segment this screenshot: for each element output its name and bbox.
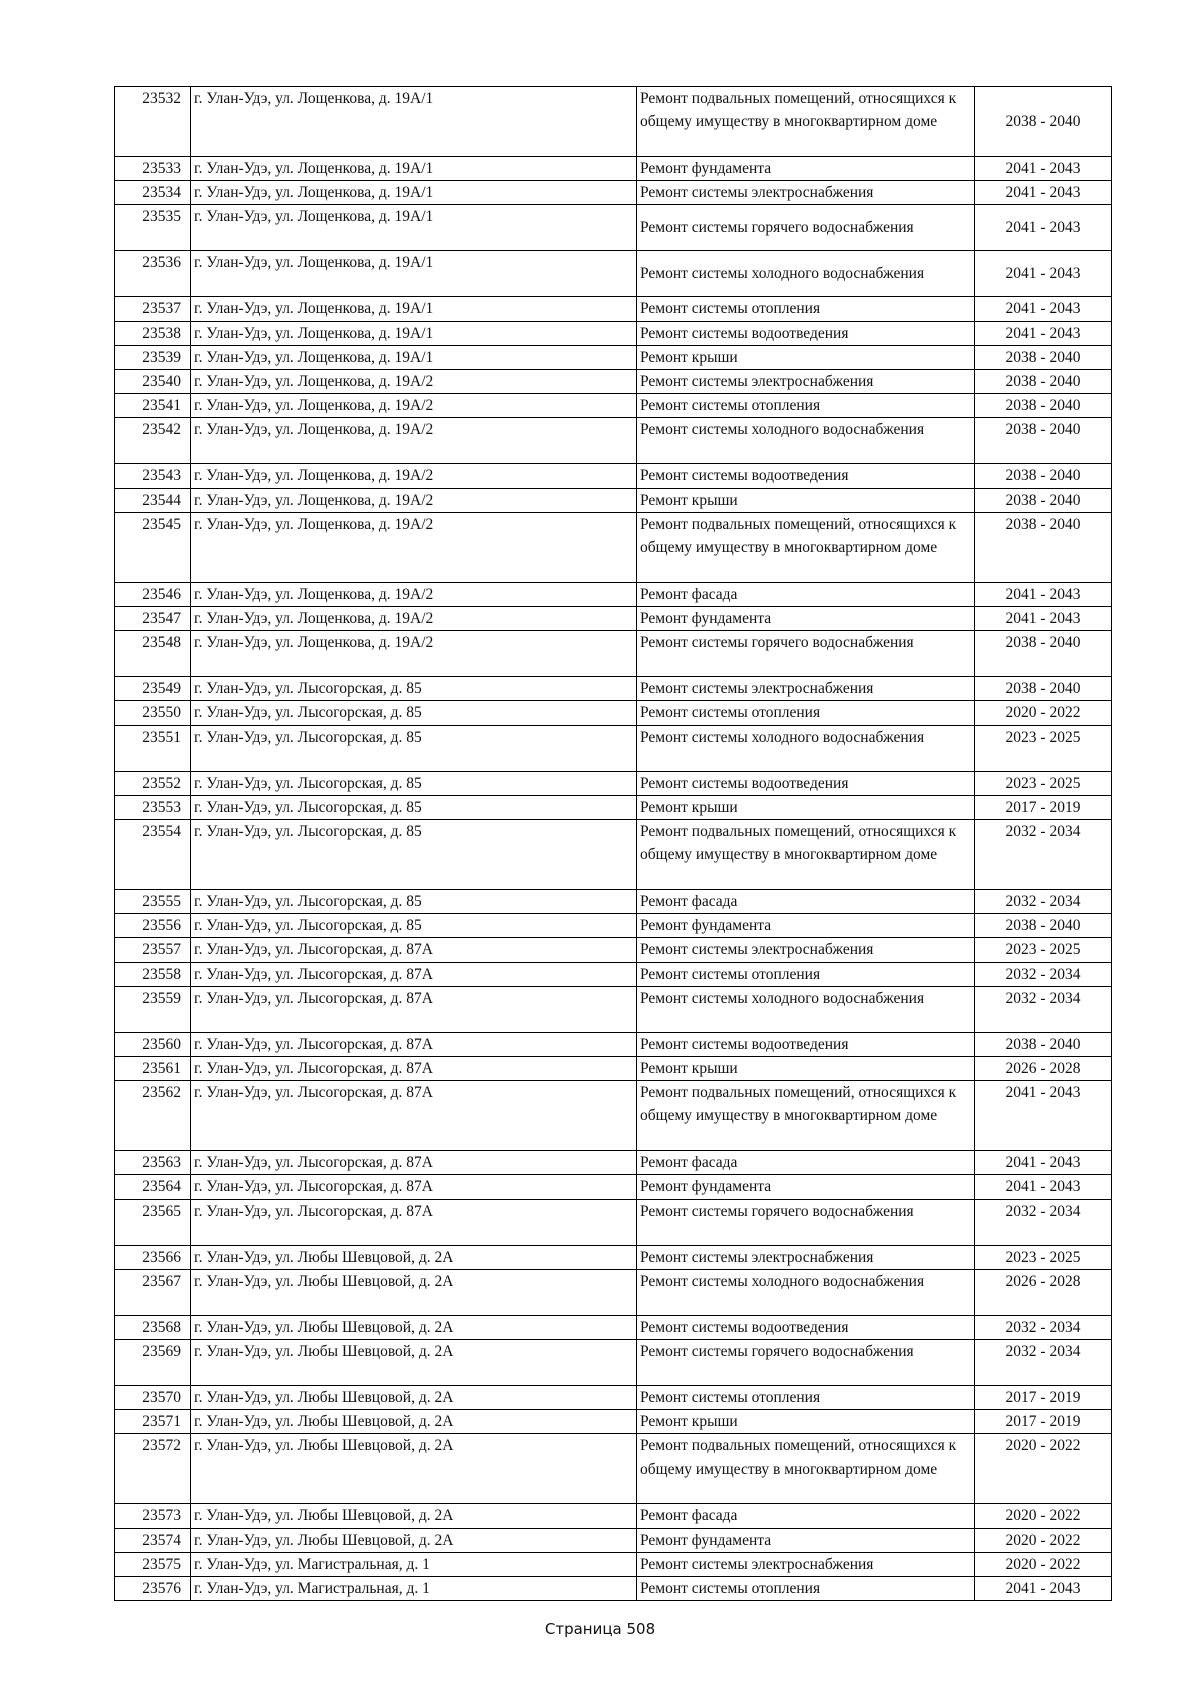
- work-type-cell: Ремонт системы электроснабжения: [637, 1245, 975, 1269]
- work-type-cell: Ремонт фасада: [637, 890, 975, 914]
- period-cell: 2032 - 2034: [975, 890, 1112, 914]
- row-number: 23570: [115, 1386, 191, 1410]
- row-number: 23558: [115, 962, 191, 986]
- address-cell: г. Улан-Удэ, ул. Лысогорская, д. 85: [191, 677, 637, 701]
- table-row: [115, 607, 1112, 631]
- row-number: 23550: [115, 701, 191, 725]
- work-type-cell: Ремонт системы водоотведения: [637, 464, 975, 488]
- row-number: 23559: [115, 986, 191, 1032]
- row-number: 23565: [115, 1199, 191, 1245]
- work-type-cell: Ремонт системы водоотведения: [637, 1032, 975, 1056]
- address-cell: г. Улан-Удэ, ул. Лощенкова, д. 19А/1: [191, 87, 637, 157]
- work-type-cell: Ремонт системы холодного водоснабжения: [637, 1269, 975, 1315]
- row-number: 23555: [115, 890, 191, 914]
- row-number: 23532: [115, 87, 191, 157]
- period-cell: 2032 - 2034: [975, 1199, 1112, 1245]
- row-number: 23569: [115, 1340, 191, 1386]
- address-cell: г. Улан-Удэ, ул. Лысогорская, д. 87А: [191, 1057, 637, 1081]
- period-cell: 2023 - 2025: [975, 938, 1112, 962]
- row-number: 23551: [115, 725, 191, 771]
- address-cell: г. Улан-Удэ, ул. Магистральная, д. 1: [191, 1552, 637, 1576]
- row-number: 23533: [115, 157, 191, 181]
- row-number: 23572: [115, 1434, 191, 1504]
- row-number: 23576: [115, 1577, 191, 1601]
- period-cell: 2023 - 2025: [975, 1245, 1112, 1269]
- table-row: [115, 1032, 1112, 1056]
- row-number: 23542: [115, 418, 191, 464]
- row-number: 23546: [115, 582, 191, 606]
- period-cell: 2032 - 2034: [975, 1340, 1112, 1386]
- work-type-cell: Ремонт подвальных помещений, относящихся к общему имуществу в многоквартирном доме: [637, 820, 975, 890]
- row-number: 23544: [115, 488, 191, 512]
- row-number: 23552: [115, 771, 191, 795]
- address-cell: г. Улан-Удэ, ул. Лощенкова, д. 19А/1: [191, 251, 637, 297]
- period-cell: 2020 - 2022: [975, 1528, 1112, 1552]
- table-row: [115, 820, 1112, 890]
- table-row: [115, 1151, 1112, 1175]
- table-row: [115, 1340, 1112, 1386]
- address-cell: г. Улан-Удэ, ул. Любы Шевцовой, д. 2А: [191, 1269, 637, 1315]
- period-cell: 2032 - 2034: [975, 986, 1112, 1032]
- address-cell: г. Улан-Удэ, ул. Лощенкова, д. 19А/1: [191, 321, 637, 345]
- address-cell: г. Улан-Удэ, ул. Лощенкова, д. 19А/1: [191, 205, 637, 251]
- table-row: [115, 297, 1112, 321]
- capital-repair-table: [114, 86, 1112, 1601]
- table-row: [115, 938, 1112, 962]
- work-type-cell: Ремонт системы отопления: [637, 297, 975, 321]
- address-cell: г. Улан-Удэ, ул. Лощенкова, д. 19А/2: [191, 464, 637, 488]
- table-row: [115, 771, 1112, 795]
- work-type-cell: Ремонт системы отопления: [637, 962, 975, 986]
- period-cell: 2038 - 2040: [975, 370, 1112, 394]
- row-number: 23545: [115, 512, 191, 582]
- work-type-cell: Ремонт системы водоотведения: [637, 771, 975, 795]
- work-type-cell: Ремонт подвальных помещений, относящихся к общему имуществу в многоквартирном доме: [637, 87, 975, 157]
- table-row: [115, 1577, 1112, 1601]
- address-cell: г. Улан-Удэ, ул. Любы Шевцовой, д. 2А: [191, 1504, 637, 1528]
- table-row: [115, 488, 1112, 512]
- address-cell: г. Улан-Удэ, ул. Лощенкова, д. 19А/1: [191, 297, 637, 321]
- address-cell: г. Улан-Удэ, ул. Любы Шевцовой, д. 2А: [191, 1434, 637, 1504]
- table-row: [115, 725, 1112, 771]
- work-type-cell: Ремонт системы электроснабжения: [637, 181, 975, 205]
- table-row: [115, 394, 1112, 418]
- address-cell: г. Улан-Удэ, ул. Лысогорская, д. 87А: [191, 1175, 637, 1199]
- address-cell: г. Улан-Удэ, ул. Любы Шевцовой, д. 2А: [191, 1528, 637, 1552]
- address-cell: г. Улан-Удэ, ул. Лысогорская, д. 85: [191, 820, 637, 890]
- period-cell: 2023 - 2025: [975, 725, 1112, 771]
- address-cell: г. Улан-Удэ, ул. Лощенкова, д. 19А/2: [191, 394, 637, 418]
- row-number: 23549: [115, 677, 191, 701]
- address-cell: г. Улан-Удэ, ул. Лысогорская, д. 85: [191, 771, 637, 795]
- address-cell: г. Улан-Удэ, ул. Любы Шевцовой, д. 2А: [191, 1315, 637, 1339]
- period-cell: 2041 - 2043: [975, 582, 1112, 606]
- period-cell: 2038 - 2040: [975, 345, 1112, 369]
- table-row: [115, 370, 1112, 394]
- work-type-cell: Ремонт системы холодного водоснабжения: [637, 251, 975, 297]
- table-row: [115, 1199, 1112, 1245]
- period-cell: 2020 - 2022: [975, 701, 1112, 725]
- period-cell: 2038 - 2040: [975, 464, 1112, 488]
- address-cell: г. Улан-Удэ, ул. Лысогорская, д. 85: [191, 701, 637, 725]
- work-type-cell: Ремонт крыши: [637, 1057, 975, 1081]
- period-cell: 2041 - 2043: [975, 1175, 1112, 1199]
- period-cell: 2017 - 2019: [975, 1410, 1112, 1434]
- table-row: [115, 1175, 1112, 1199]
- table-row: [115, 1552, 1112, 1576]
- work-type-cell: Ремонт крыши: [637, 1410, 975, 1434]
- table-row: [115, 1245, 1112, 1269]
- work-type-cell: Ремонт системы отопления: [637, 701, 975, 725]
- row-number: 23566: [115, 1245, 191, 1269]
- table-row: [115, 1081, 1112, 1151]
- work-type-cell: Ремонт фундамента: [637, 914, 975, 938]
- work-type-cell: Ремонт подвальных помещений, относящихся к общему имуществу в многоквартирном доме: [637, 1081, 975, 1151]
- row-number: 23540: [115, 370, 191, 394]
- period-cell: 2041 - 2043: [975, 251, 1112, 297]
- work-type-cell: Ремонт крыши: [637, 345, 975, 369]
- address-cell: г. Улан-Удэ, ул. Лощенкова, д. 19А/2: [191, 631, 637, 677]
- row-number: 23560: [115, 1032, 191, 1056]
- address-cell: г. Улан-Удэ, ул. Лысогорская, д. 87А: [191, 938, 637, 962]
- table-row: [115, 890, 1112, 914]
- period-cell: 2020 - 2022: [975, 1434, 1112, 1504]
- address-cell: г. Улан-Удэ, ул. Лощенкова, д. 19А/1: [191, 181, 637, 205]
- table-row: [115, 345, 1112, 369]
- address-cell: г. Улан-Удэ, ул. Любы Шевцовой, д. 2А: [191, 1386, 637, 1410]
- address-cell: г. Улан-Удэ, ул. Лощенкова, д. 19А/2: [191, 512, 637, 582]
- address-cell: г. Улан-Удэ, ул. Лощенкова, д. 19А/1: [191, 157, 637, 181]
- table-row: [115, 181, 1112, 205]
- row-number: 23535: [115, 205, 191, 251]
- period-cell: 2041 - 2043: [975, 205, 1112, 251]
- period-cell: 2038 - 2040: [975, 677, 1112, 701]
- row-number: 23536: [115, 251, 191, 297]
- address-cell: г. Улан-Удэ, ул. Лысогорская, д. 87А: [191, 1032, 637, 1056]
- address-cell: г. Улан-Удэ, ул. Магистральная, д. 1: [191, 1577, 637, 1601]
- period-cell: 2041 - 2043: [975, 1577, 1112, 1601]
- row-number: 23562: [115, 1081, 191, 1151]
- work-type-cell: Ремонт системы электроснабжения: [637, 1552, 975, 1576]
- table-row: [115, 251, 1112, 297]
- address-cell: г. Улан-Удэ, ул. Лысогорская, д. 87А: [191, 1151, 637, 1175]
- period-cell: 2041 - 2043: [975, 157, 1112, 181]
- work-type-cell: Ремонт системы электроснабжения: [637, 938, 975, 962]
- work-type-cell: Ремонт фундамента: [637, 1528, 975, 1552]
- address-cell: г. Улан-Удэ, ул. Лысогорская, д. 87А: [191, 1199, 637, 1245]
- table-row: [115, 1269, 1112, 1315]
- row-number: 23563: [115, 1151, 191, 1175]
- table-row: [115, 464, 1112, 488]
- row-number: 23547: [115, 607, 191, 631]
- work-type-cell: Ремонт системы отопления: [637, 1386, 975, 1410]
- work-type-cell: Ремонт фасада: [637, 1504, 975, 1528]
- work-type-cell: Ремонт системы горячего водоснабжения: [637, 1199, 975, 1245]
- work-type-cell: Ремонт системы отопления: [637, 1577, 975, 1601]
- work-type-cell: Ремонт системы водоотведения: [637, 321, 975, 345]
- table-row: [115, 157, 1112, 181]
- work-type-cell: Ремонт системы холодного водоснабжения: [637, 418, 975, 464]
- work-type-cell: Ремонт системы холодного водоснабжения: [637, 725, 975, 771]
- work-type-cell: Ремонт системы отопления: [637, 394, 975, 418]
- table-row: [115, 418, 1112, 464]
- register-table-container: [114, 86, 1110, 1601]
- table-row: [115, 205, 1112, 251]
- row-number: 23537: [115, 297, 191, 321]
- work-type-cell: Ремонт системы горячего водоснабжения: [637, 631, 975, 677]
- table-row: [115, 87, 1112, 157]
- table-row: [115, 914, 1112, 938]
- work-type-cell: Ремонт системы водоотведения: [637, 1315, 975, 1339]
- table-row: [115, 701, 1112, 725]
- table-row: [115, 1057, 1112, 1081]
- period-cell: 2041 - 2043: [975, 181, 1112, 205]
- address-cell: г. Улан-Удэ, ул. Любы Шевцовой, д. 2А: [191, 1340, 637, 1386]
- period-cell: 2038 - 2040: [975, 512, 1112, 582]
- period-cell: 2017 - 2019: [975, 795, 1112, 819]
- period-cell: 2023 - 2025: [975, 771, 1112, 795]
- row-number: 23568: [115, 1315, 191, 1339]
- row-number: 23556: [115, 914, 191, 938]
- table-row: [115, 1504, 1112, 1528]
- address-cell: г. Улан-Удэ, ул. Лощенкова, д. 19А/1: [191, 345, 637, 369]
- address-cell: г. Улан-Удэ, ул. Любы Шевцовой, д. 2А: [191, 1245, 637, 1269]
- row-number: 23548: [115, 631, 191, 677]
- period-cell: 2038 - 2040: [975, 488, 1112, 512]
- row-number: 23567: [115, 1269, 191, 1315]
- table-row: [115, 582, 1112, 606]
- period-cell: 2032 - 2034: [975, 1315, 1112, 1339]
- address-cell: г. Улан-Удэ, ул. Лощенкова, д. 19А/2: [191, 582, 637, 606]
- table-row: [115, 1315, 1112, 1339]
- row-number: 23561: [115, 1057, 191, 1081]
- address-cell: г. Улан-Удэ, ул. Лощенкова, д. 19А/2: [191, 607, 637, 631]
- address-cell: г. Улан-Удэ, ул. Лощенкова, д. 19А/2: [191, 418, 637, 464]
- address-cell: г. Улан-Удэ, ул. Лощенкова, д. 19А/2: [191, 370, 637, 394]
- work-type-cell: Ремонт системы горячего водоснабжения: [637, 205, 975, 251]
- period-cell: 2038 - 2040: [975, 87, 1112, 157]
- work-type-cell: Ремонт фундамента: [637, 607, 975, 631]
- work-type-cell: Ремонт подвальных помещений, относящихся к общему имуществу в многоквартирном доме: [637, 512, 975, 582]
- period-cell: 2020 - 2022: [975, 1504, 1112, 1528]
- period-cell: 2026 - 2028: [975, 1057, 1112, 1081]
- row-number: 23543: [115, 464, 191, 488]
- table-row: [115, 512, 1112, 582]
- address-cell: г. Улан-Удэ, ул. Лысогорская, д. 87А: [191, 962, 637, 986]
- address-cell: г. Улан-Удэ, ул. Лощенкова, д. 19А/2: [191, 488, 637, 512]
- period-cell: 2041 - 2043: [975, 1081, 1112, 1151]
- page-number: Страница 508: [544, 1620, 656, 1638]
- period-cell: 2041 - 2043: [975, 321, 1112, 345]
- row-number: 23573: [115, 1504, 191, 1528]
- work-type-cell: Ремонт фундамента: [637, 157, 975, 181]
- address-cell: г. Улан-Удэ, ул. Лысогорская, д. 85: [191, 725, 637, 771]
- row-number: 23557: [115, 938, 191, 962]
- work-type-cell: Ремонт крыши: [637, 488, 975, 512]
- work-type-cell: Ремонт подвальных помещений, относящихся к общему имуществу в многоквартирном доме: [637, 1434, 975, 1504]
- row-number: 23554: [115, 820, 191, 890]
- period-cell: 2032 - 2034: [975, 962, 1112, 986]
- table-row: [115, 677, 1112, 701]
- address-cell: г. Улан-Удэ, ул. Лысогорская, д. 87А: [191, 986, 637, 1032]
- period-cell: 2038 - 2040: [975, 631, 1112, 677]
- period-cell: 2038 - 2040: [975, 914, 1112, 938]
- period-cell: 2041 - 2043: [975, 1151, 1112, 1175]
- work-type-cell: Ремонт системы электроснабжения: [637, 677, 975, 701]
- table-row: [115, 1528, 1112, 1552]
- row-number: 23534: [115, 181, 191, 205]
- table-row: [115, 986, 1112, 1032]
- row-number: 23538: [115, 321, 191, 345]
- period-cell: 2032 - 2034: [975, 820, 1112, 890]
- period-cell: 2020 - 2022: [975, 1552, 1112, 1576]
- period-cell: 2041 - 2043: [975, 607, 1112, 631]
- address-cell: г. Улан-Удэ, ул. Лысогорская, д. 85: [191, 914, 637, 938]
- table-row: [115, 795, 1112, 819]
- work-type-cell: Ремонт системы холодного водоснабжения: [637, 986, 975, 1032]
- work-type-cell: Ремонт фундамента: [637, 1175, 975, 1199]
- table-row: [115, 1410, 1112, 1434]
- period-cell: 2026 - 2028: [975, 1269, 1112, 1315]
- period-cell: 2038 - 2040: [975, 418, 1112, 464]
- work-type-cell: Ремонт фасада: [637, 582, 975, 606]
- row-number: 23575: [115, 1552, 191, 1576]
- table-row: [115, 631, 1112, 677]
- row-number: 23539: [115, 345, 191, 369]
- work-type-cell: Ремонт системы горячего водоснабжения: [637, 1340, 975, 1386]
- period-cell: 2041 - 2043: [975, 297, 1112, 321]
- address-cell: г. Улан-Удэ, ул. Лысогорская, д. 85: [191, 795, 637, 819]
- row-number: 23574: [115, 1528, 191, 1552]
- period-cell: 2038 - 2040: [975, 394, 1112, 418]
- row-number: 23571: [115, 1410, 191, 1434]
- address-cell: г. Улан-Удэ, ул. Лысогорская, д. 87А: [191, 1081, 637, 1151]
- table-row: [115, 1434, 1112, 1504]
- address-cell: г. Улан-Удэ, ул. Любы Шевцовой, д. 2А: [191, 1410, 637, 1434]
- table-row: [115, 321, 1112, 345]
- row-number: 23553: [115, 795, 191, 819]
- work-type-cell: Ремонт крыши: [637, 795, 975, 819]
- table-row: [115, 1386, 1112, 1410]
- row-number: 23564: [115, 1175, 191, 1199]
- row-number: 23541: [115, 394, 191, 418]
- work-type-cell: Ремонт системы электроснабжения: [637, 370, 975, 394]
- period-cell: 2017 - 2019: [975, 1386, 1112, 1410]
- period-cell: 2038 - 2040: [975, 1032, 1112, 1056]
- address-cell: г. Улан-Удэ, ул. Лысогорская, д. 85: [191, 890, 637, 914]
- table-row: [115, 962, 1112, 986]
- work-type-cell: Ремонт фасада: [637, 1151, 975, 1175]
- table-body: [115, 87, 1112, 1601]
